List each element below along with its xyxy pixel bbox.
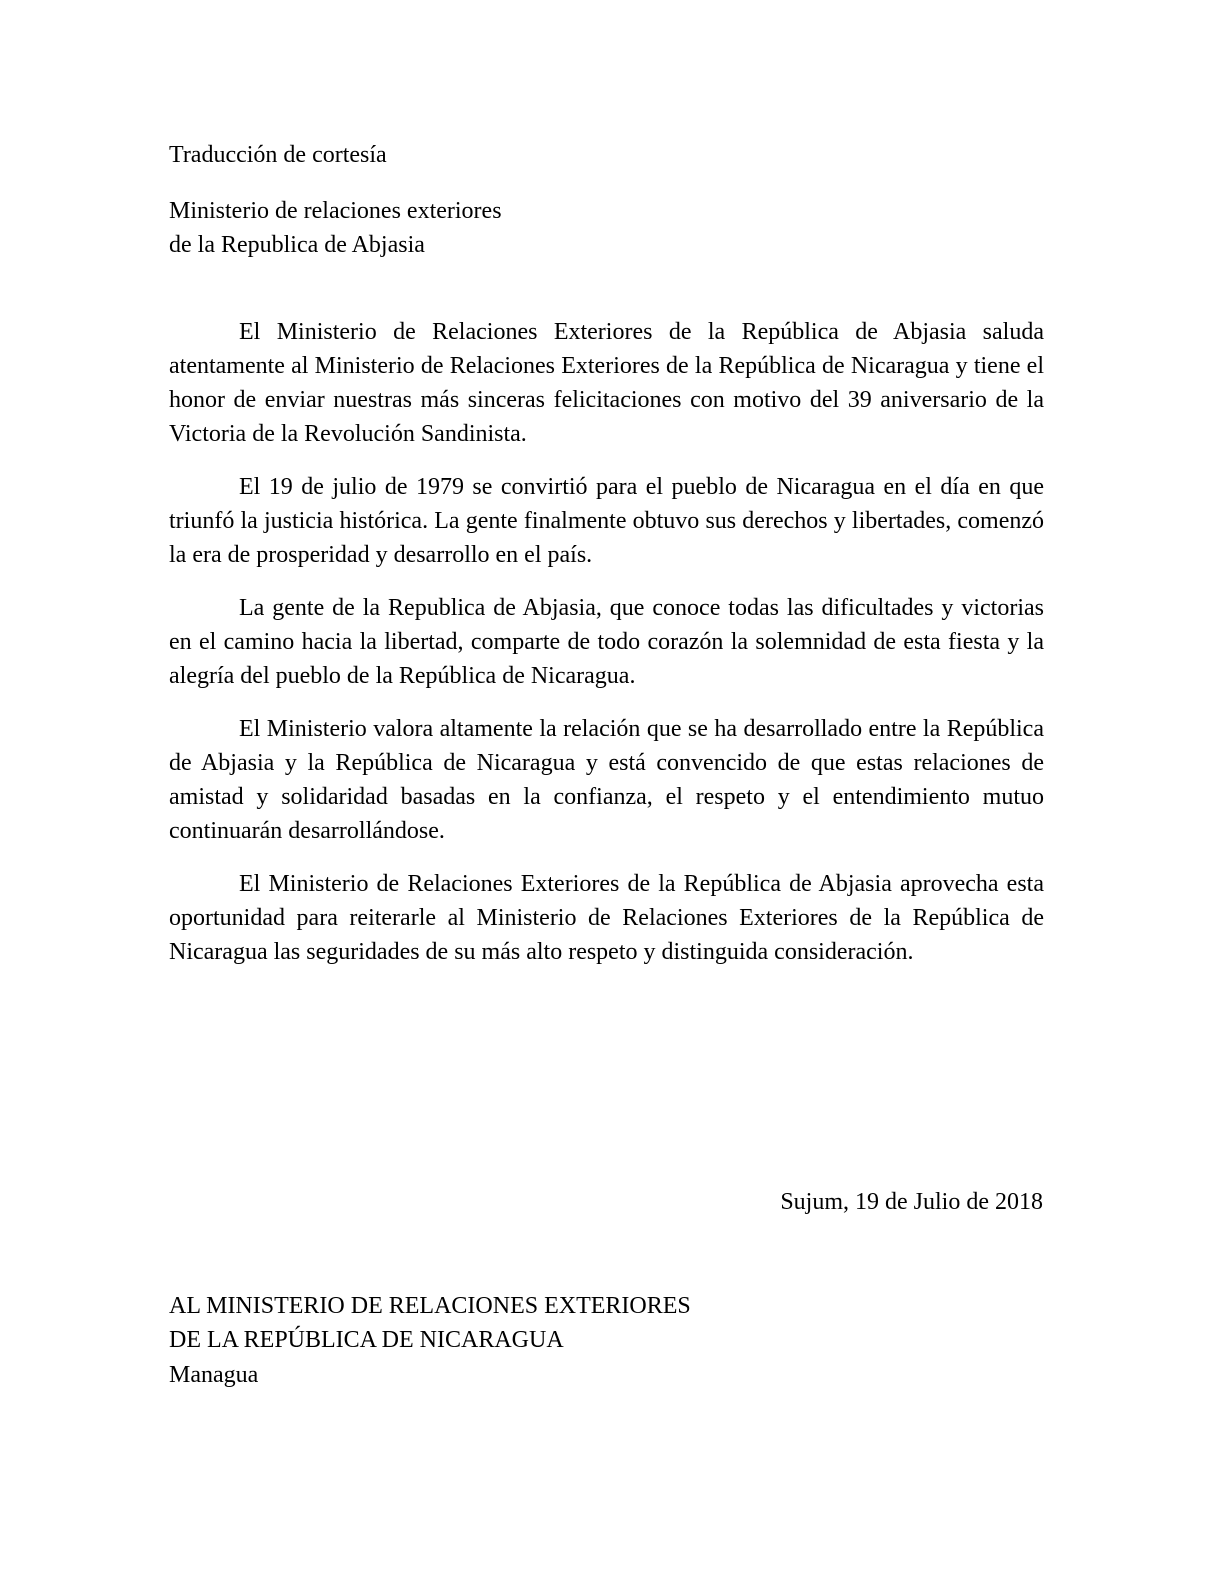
body-paragraph-3: La gente de la Republica de Abjasia, que conoce todas las dificultades y victorias en el camino hacia la libertad, comparte de todo corazón la solemnidad de esta fiesta y la alegría del pueblo de la República de Nicaragua. — [169, 595, 1044, 689]
body-paragraph-5: El Ministerio de Relaciones Exteriores de la República de Abjasia aprovecha esta oportunidad para reiterarle al Ministerio de Relaciones Exteriores de la República de Nicaragua las seguridades de su más alto respeto y distinguida consideración. — [169, 871, 1044, 965]
recipient-line-1: AL MINISTERIO DE RELACIONES EXTERIORES — [169, 1293, 691, 1319]
body-paragraph-4: El Ministerio valora altamente la relación que se ha desarrollado entre la República de Abjasia y la República de Nicaragua y está convencido de que estas relaciones de amistad y solidaridad basadas en la confianza, el respeto y el entendimiento mutuo continuarán desarrollándose. — [169, 716, 1044, 844]
body-paragraph-2: El 19 de julio de 1979 se convirtió para el pueblo de Nicaragua en el día en que triunfó la justicia histórica. La gente finalmente obtuvo sus derechos y libertades, comenzó la era de prosperidad y desarrollo en el país. — [169, 474, 1044, 568]
recipient-line-2: DE LA REPÚBLICA DE NICARAGUA — [169, 1327, 564, 1353]
letter-body — [169, 315, 1044, 988]
courtesy-translation-note: Traducción de cortesía — [169, 142, 387, 168]
body-paragraph-1: El Ministerio de Relaciones Exteriores de la República de Abjasia saluda atentamente al Ministerio de Relaciones Exteriores de la República de Nicaragua y tiene el honor de enviar nuestras más sinceras felicitaciones con motivo del 39 aniversario de la Victoria de la Revolución Sandinista. — [169, 319, 1044, 447]
sender-line-2: de la Republica de Abjasia — [169, 232, 425, 258]
place-and-date: Sujum, 19 de Julio de 2018 — [780, 1189, 1043, 1215]
sender-line-1: Ministerio de relaciones exteriores — [169, 198, 502, 224]
recipient-city: Managua — [169, 1362, 259, 1388]
